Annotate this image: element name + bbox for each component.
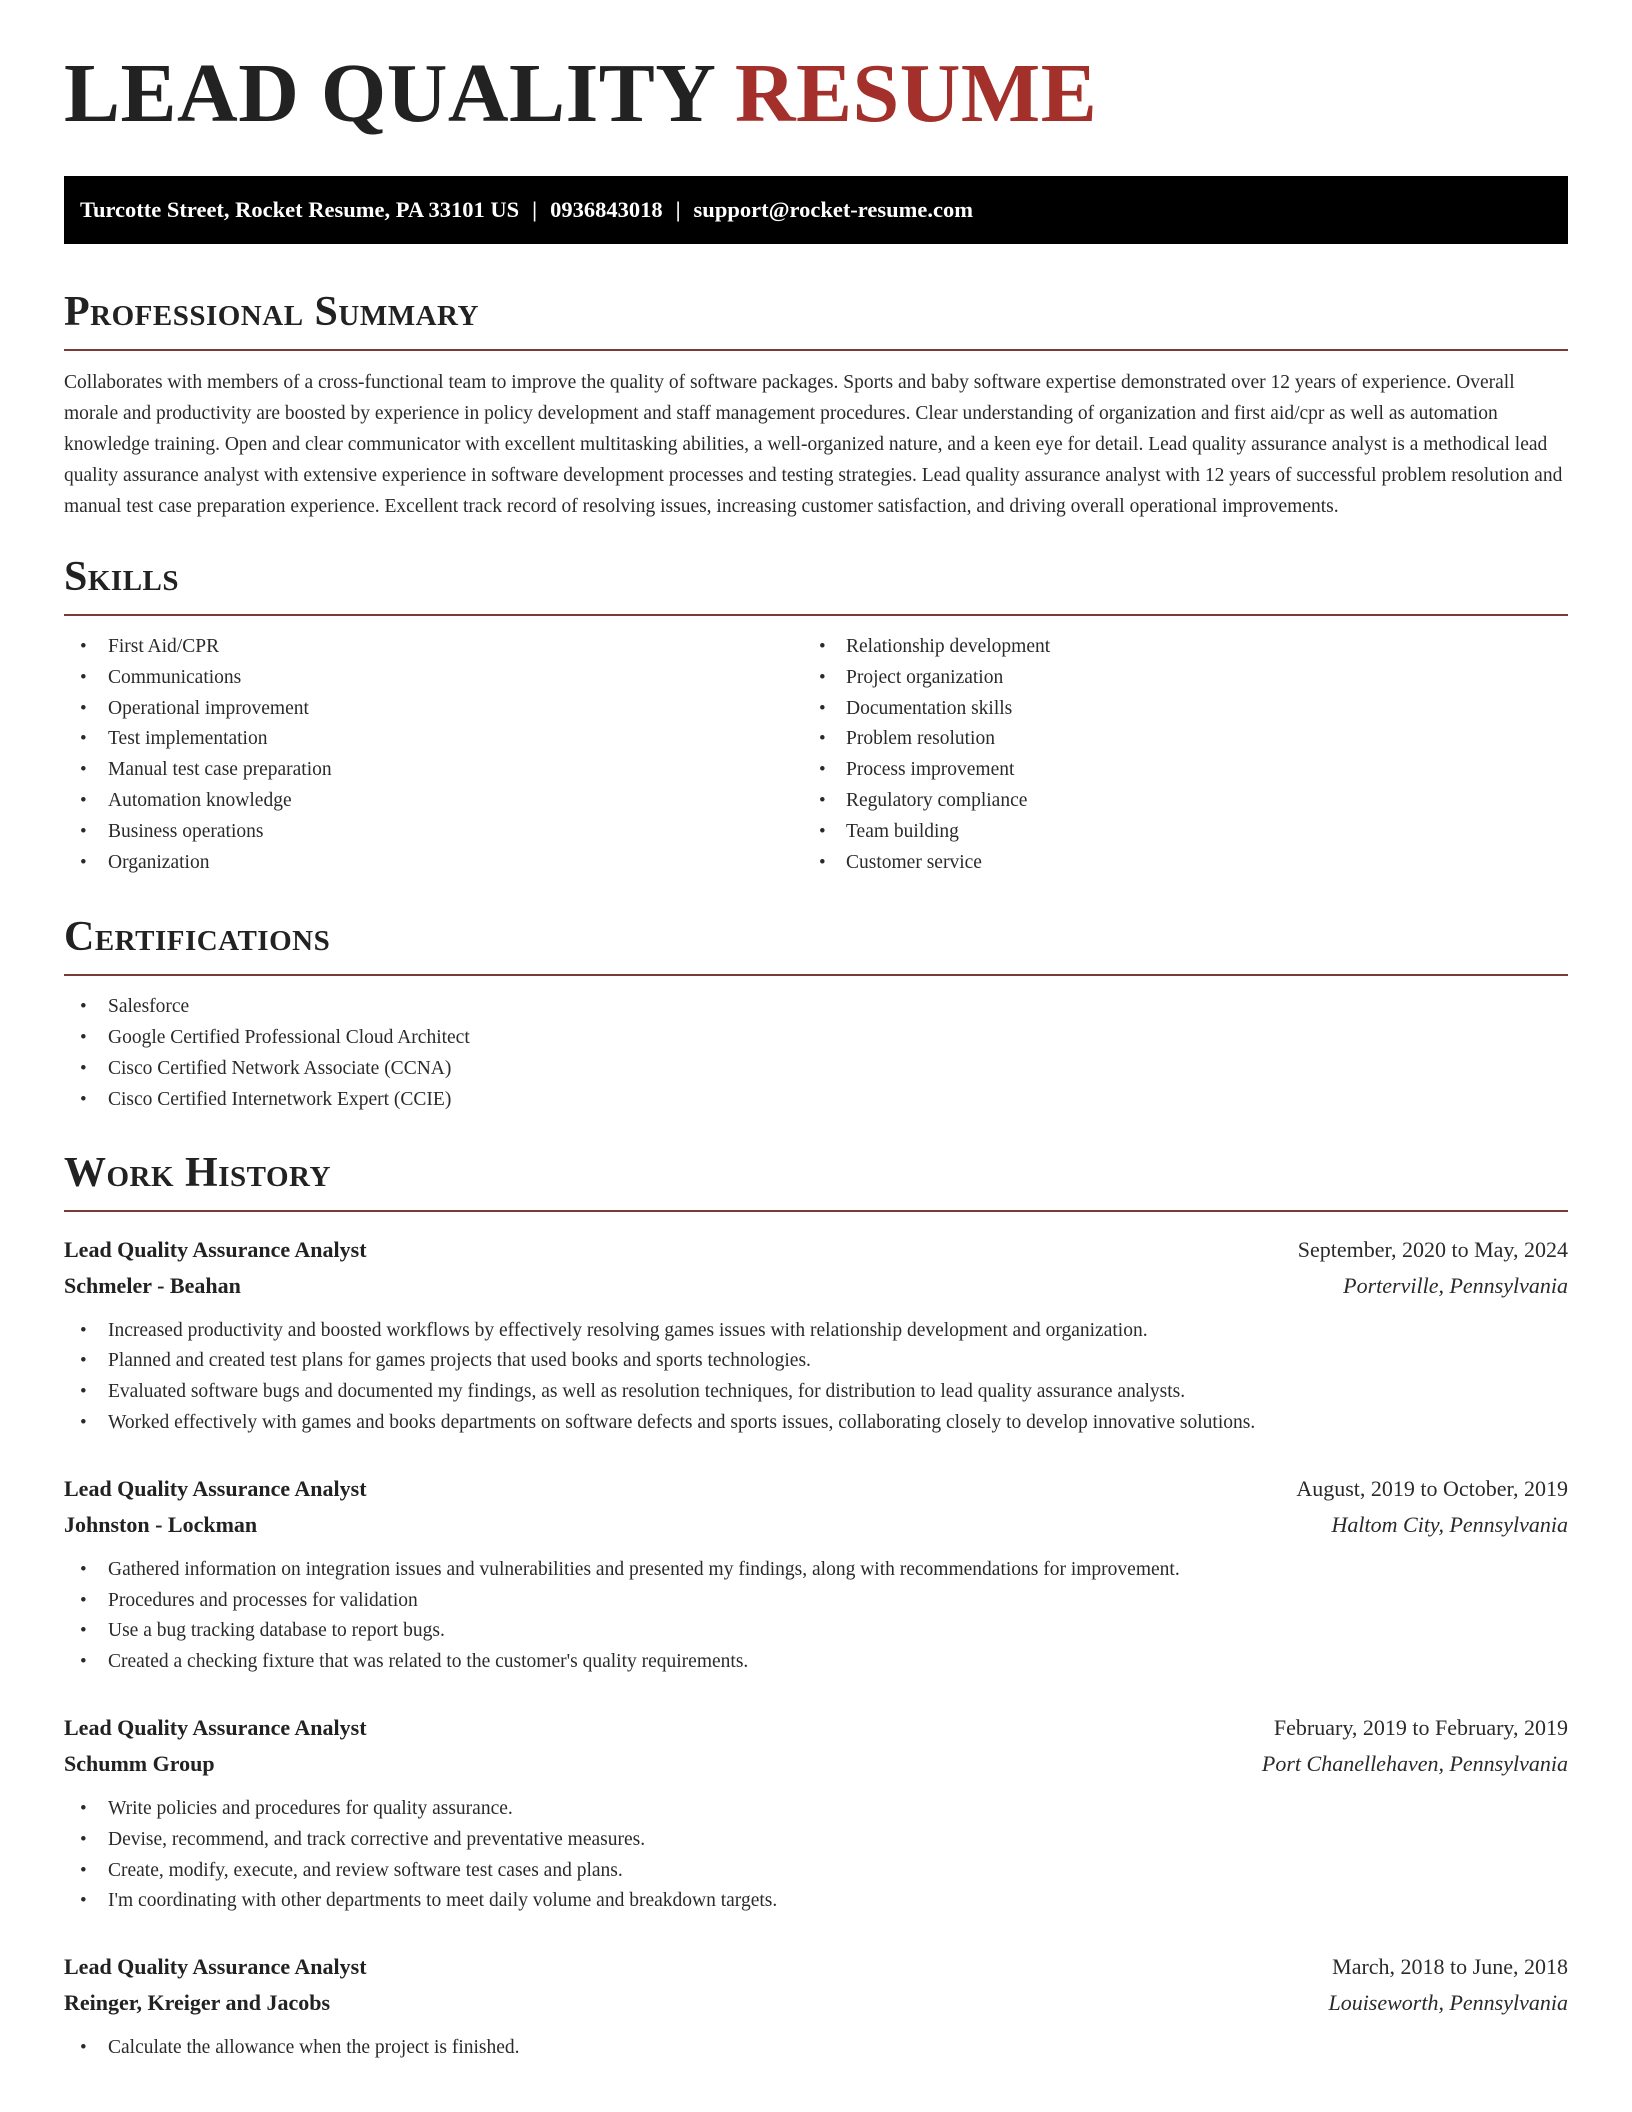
job-entry bbox=[64, 1949, 1568, 2064]
job-bullet: • I'm coordinating with other departments to meet daily volume and breakdown targets. bbox=[64, 1886, 1568, 1917]
job-company-row bbox=[64, 1507, 1568, 1543]
skill-item: • Customer service bbox=[816, 848, 1568, 879]
job-header-row bbox=[64, 1471, 1568, 1507]
skill-item: • Manual test case preparation bbox=[64, 755, 816, 786]
skill-item: • Project organization bbox=[816, 663, 1568, 694]
job-title: Lead Quality Assurance Analyst bbox=[64, 1954, 367, 1980]
contact-separator: | bbox=[532, 197, 538, 222]
summary-heading: Professional Summary bbox=[64, 291, 1568, 351]
job-bullet: • Calculate the allowance when the project is finished. bbox=[64, 2033, 1568, 2064]
job-header-row bbox=[64, 1949, 1568, 1985]
skills-heading: Skills bbox=[64, 556, 1568, 616]
skill-item: • Documentation skills bbox=[816, 694, 1568, 725]
job-dates: August, 2019 to October, 2019 bbox=[1296, 1475, 1568, 1501]
resume-title bbox=[64, 0, 1568, 176]
skill-item: • Business operations bbox=[64, 817, 816, 848]
job-entry bbox=[64, 1232, 1568, 1439]
job-location: Porterville, Pennsylvania bbox=[1343, 1272, 1568, 1298]
job-company: Schmeler - Beahan bbox=[64, 1272, 241, 1298]
job-dates: February, 2019 to February, 2019 bbox=[1273, 1714, 1568, 1740]
skills-list-right bbox=[816, 632, 1568, 878]
title-main: LEAD QUALITY bbox=[64, 47, 714, 140]
skill-item: • First Aid/CPR bbox=[64, 632, 816, 663]
job-bullet: • Procedures and processes for validation bbox=[64, 1586, 1568, 1617]
job-location: Haltom City, Pennsylvania bbox=[1331, 1511, 1568, 1537]
job-company-row bbox=[64, 1985, 1568, 2021]
job-title: Lead Quality Assurance Analyst bbox=[64, 1236, 367, 1262]
certification-item: • Google Certified Professional Cloud Architect bbox=[64, 1023, 1568, 1054]
job-location: Louiseworth, Pennsylvania bbox=[1328, 1990, 1568, 2016]
skills-grid bbox=[64, 632, 1568, 878]
job-bullet: • Evaluated software bugs and documented my findings, as well as resolution techniques, for distribution to lead quality assurance analysts. bbox=[64, 1377, 1568, 1408]
certification-item: • Cisco Certified Internetwork Expert (CCIE) bbox=[64, 1085, 1568, 1116]
contact-bar bbox=[64, 176, 1568, 244]
summary-text: Collaborates with members of a cross-functional team to improve the quality of software packages. Sports and baby software expertise demonstrated over 12 years of experience. Overall morale and productivity are boosted by experience in policy development and staff management procedures. Clear understanding of organization and first aid/cpr as well as automation knowledge training. Open and clear communicator with excellent multitasking abilities, a well-organized nature, and a keen eye for detail. Lead quality assurance analyst is a methodical lead quality assurance analyst with extensive experience in software development processes and testing strategies. Lead quality assurance analyst with 12 years of successful problem resolution and manual test case preparation experience. Excellent track record of resolving issues, increasing customer satisfaction, and driving overall operational improvements. bbox=[64, 372, 1563, 517]
skill-item: • Operational improvement bbox=[64, 694, 816, 725]
job-bullets bbox=[64, 1555, 1568, 1678]
job-header-row bbox=[64, 1232, 1568, 1268]
job-dates: September, 2020 to May, 2024 bbox=[1297, 1236, 1568, 1262]
job-bullets bbox=[64, 1316, 1568, 1439]
job-company-row bbox=[64, 1746, 1568, 1782]
title-accent: RESUME bbox=[734, 47, 1098, 140]
job-bullets bbox=[64, 2033, 1568, 2064]
certification-item: • Cisco Certified Network Associate (CCNA) bbox=[64, 1054, 1568, 1085]
job-header-row bbox=[64, 1710, 1568, 1746]
skills-list-left bbox=[64, 632, 816, 878]
certifications-heading: Certifications bbox=[64, 916, 1568, 976]
job-bullet: • Devise, recommend, and track corrective and preventative measures. bbox=[64, 1825, 1568, 1856]
skill-item: • Regulatory compliance bbox=[816, 786, 1568, 817]
skill-item: • Team building bbox=[816, 817, 1568, 848]
skill-item: • Problem resolution bbox=[816, 724, 1568, 755]
job-dates: March, 2018 to June, 2018 bbox=[1332, 1954, 1568, 1980]
job-title: Lead Quality Assurance Analyst bbox=[64, 1714, 367, 1740]
job-entry bbox=[64, 1710, 1568, 1917]
contact-address: Turcotte Street, Rocket Resume, PA 33101 US bbox=[80, 197, 520, 222]
job-bullet: • Write policies and procedures for quality assurance. bbox=[64, 1794, 1568, 1825]
certification-item: • Salesforce bbox=[64, 992, 1568, 1023]
job-title: Lead Quality Assurance Analyst bbox=[64, 1475, 367, 1501]
skill-item: • Automation knowledge bbox=[64, 786, 816, 817]
contact-phone: 0936843018 bbox=[550, 197, 663, 222]
skill-item: • Communications bbox=[64, 663, 816, 694]
job-bullet: • Use a bug tracking database to report bugs. bbox=[64, 1616, 1568, 1647]
job-bullet: • Increased productivity and boosted workflows by effectively resolving games issues with relationship development and organization. bbox=[64, 1316, 1568, 1347]
skill-item: • Organization bbox=[64, 848, 816, 879]
skill-item: • Relationship development bbox=[816, 632, 1568, 663]
job-bullet: • Created a checking fixture that was related to the customer's quality requirements. bbox=[64, 1647, 1568, 1678]
job-bullet: • Create, modify, execute, and review software test cases and plans. bbox=[64, 1856, 1568, 1887]
certifications-list bbox=[64, 992, 1568, 1115]
job-bullet: • Planned and created test plans for games projects that used books and sports technologies. bbox=[64, 1346, 1568, 1377]
work-history-heading: Work History bbox=[64, 1152, 1568, 1212]
job-bullet: • Gathered information on integration issues and vulnerabilities and presented my findings, along with recommendations for improvement. bbox=[64, 1555, 1568, 1586]
contact-separator: | bbox=[675, 197, 681, 222]
job-entry bbox=[64, 1471, 1568, 1678]
contact-email: support@rocket-resume.com bbox=[693, 197, 973, 222]
job-bullet: • Worked effectively with games and books departments on software defects and sports issues, collaborating closely to develop innovative solutions. bbox=[64, 1408, 1568, 1439]
skill-item: • Process improvement bbox=[816, 755, 1568, 786]
job-company: Schumm Group bbox=[64, 1750, 215, 1776]
job-company-row bbox=[64, 1268, 1568, 1304]
skill-item: • Test implementation bbox=[64, 724, 816, 755]
job-bullets bbox=[64, 1794, 1568, 1917]
job-location: Port Chanellehaven, Pennsylvania bbox=[1261, 1750, 1568, 1776]
job-company: Johnston - Lockman bbox=[64, 1511, 258, 1537]
job-company: Reinger, Kreiger and Jacobs bbox=[64, 1990, 331, 2016]
